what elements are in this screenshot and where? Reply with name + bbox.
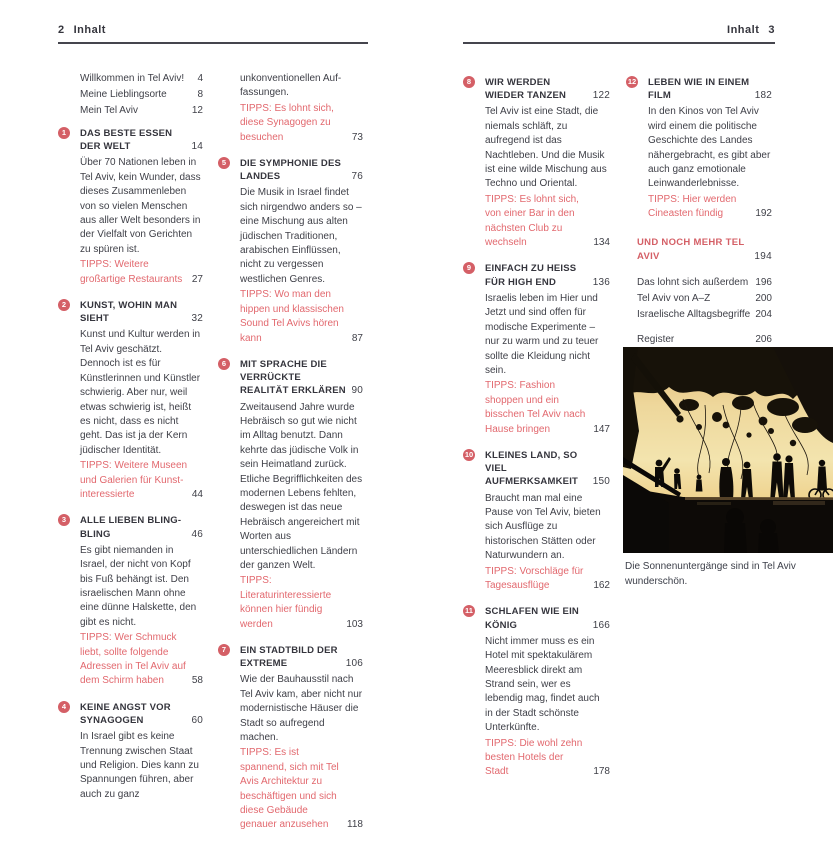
item-number-badge: 10 xyxy=(463,449,475,461)
left-header-rule xyxy=(58,42,368,44)
entry-page-number: 8 xyxy=(197,89,203,100)
list-item xyxy=(637,308,772,324)
item-title: WIR WERDEN WIEDER TANZEN xyxy=(485,77,567,102)
toc-item xyxy=(61,514,203,688)
list-item xyxy=(637,276,772,292)
item-tips-page-number: 178 xyxy=(593,766,610,778)
toc-item xyxy=(465,605,610,779)
item-number-badge: 1 xyxy=(58,127,70,139)
item-tips-page-number: 73 xyxy=(351,131,363,143)
item-tips xyxy=(485,737,610,780)
item-tips-text: TIPPS: Es lohnt sich, diese Synagogen zu besuchen xyxy=(240,102,334,143)
item-title: DIE SYMPHONIE DES LANDES xyxy=(240,158,342,183)
item-title: ALLE LIEBEN BLING-BLING xyxy=(80,515,182,540)
item-tips-page-number: 192 xyxy=(755,208,772,220)
left-page-number: 2 xyxy=(58,24,65,36)
entry-page-number: 12 xyxy=(191,105,203,116)
item-tips-text: TIPPS: Hier werden Cineasten fündig xyxy=(648,193,737,220)
entry-page-number: 4 xyxy=(197,73,203,84)
item-description: Israelis leben im Hier und Jetzt und sind offen für modische Experimente – nur zu warm und zu teuer sollte die Kleidung nicht sein. xyxy=(485,292,599,376)
item-tips-page-number: 162 xyxy=(593,579,610,591)
entry-label: Israelische Alltagsbegriffe xyxy=(637,309,751,321)
toc-item xyxy=(466,76,610,250)
item-tips-text: TIPPS: Literaturinteressierte können hier fündig werden xyxy=(240,575,332,630)
item-tips xyxy=(240,574,363,632)
item-number-badge: 12 xyxy=(626,76,638,88)
item-title-row xyxy=(80,299,203,325)
item-title-row xyxy=(80,514,203,540)
item-page-number: 14 xyxy=(191,141,203,153)
item-title: DAS BESTE ESSEN DER WELT xyxy=(80,128,173,153)
item-number-badge: 5 xyxy=(218,157,230,169)
photo-caption: Die Sonnenuntergänge sind in Tel Aviv wunderschön. xyxy=(625,561,796,587)
list-item xyxy=(80,72,203,88)
sunset-photo-graphic xyxy=(623,347,833,553)
item-description: Tel Aviv ist eine Stadt, die niemals schläft, zu aufregend ist das Nachtleben. Und die Musik ist eine wilde Mischung aus Techno und Oriental. xyxy=(485,106,607,190)
right-page-header xyxy=(463,24,775,36)
item-page-number: 60 xyxy=(191,715,203,727)
entry-label: Mein Tel Aviv xyxy=(80,105,138,116)
item-tips-page-number: 27 xyxy=(191,273,203,285)
toc-item xyxy=(221,157,363,346)
toc-column-1 xyxy=(61,72,203,814)
item-description: Zweitausend Jahre wurde Hebräisch so gut wie nicht im Alltag benutzt. Dann kehrte das jüdische Volk in sein Heimatland zurück. Etliche Begrifflichkeiten des modernen Lebens fehlten, deswegen ist das neue Hebräisch angereichert mit Worten aus unterschiedlichen Ländern der ganzen Welt. xyxy=(240,401,363,571)
item-number-badge: 6 xyxy=(218,358,230,370)
toc-item xyxy=(61,701,203,802)
item-page-number: 122 xyxy=(592,90,610,102)
item-page-number: 90 xyxy=(351,385,363,397)
item-title: LEBEN WIE IN EINEM FILM xyxy=(648,77,750,102)
item-tips xyxy=(485,565,610,594)
toc-item xyxy=(221,358,363,632)
item-description-continued: unkonventionellen Auffassungen. xyxy=(240,73,342,99)
item-title: KLEINES LAND, SO VIEL AUFMERKSAMKEIT xyxy=(485,449,579,488)
entry-page-number: 206 xyxy=(755,334,772,346)
item-number-badge: 2 xyxy=(58,299,70,311)
item-title-row xyxy=(80,701,203,727)
item-description: Kunst und Kultur werden in Tel Aviv geschätzt. Dennoch ist es für Künstlerinnen und Künstler schwierig. Aber nur, weil etwas schwierig ist, heißt es nicht, dass es nicht geht. Das ist ja der Kern jüdischer Identität. xyxy=(80,329,201,456)
toc-item xyxy=(61,299,203,502)
item-tips xyxy=(485,379,610,437)
entry-label: Register xyxy=(637,334,675,346)
item-title: KEINE ANGST VOR SYNAGOGEN xyxy=(80,701,171,727)
more-section-heading xyxy=(637,236,772,265)
more-section-page-number: 194 xyxy=(754,251,772,263)
item-title-row xyxy=(80,127,203,153)
entry-label: Tel Aviv von A–Z xyxy=(637,293,711,305)
item-tips-text: TIPPS: Fashion shoppen und ein bisschen Tel Aviv nach Hause bringen xyxy=(485,380,586,435)
list-item xyxy=(80,104,203,120)
item-number-badge: 3 xyxy=(58,514,70,526)
more-section-title: UND NOCH MEHR TEL AVIV xyxy=(637,236,745,263)
entry-label: Meine Lieblingsorte xyxy=(80,89,167,100)
item-description: Braucht man mal eine Pause von Tel Aviv, bieten sich Ausflüge zu historischen Stätten oder Naturwundern an. xyxy=(485,492,601,562)
item-tips xyxy=(240,746,363,832)
front-matter-list xyxy=(80,72,203,120)
entry-label: Willkommen in Tel Aviv! xyxy=(80,73,185,84)
item-description: Es gibt niemanden in Israel, der nicht von Kopf bis Fuß behängt ist. Den israelischen Mann ohne eine dünne Halskette, den gibt es nicht. xyxy=(80,544,197,628)
item-number-badge: 7 xyxy=(218,644,230,656)
list-item xyxy=(80,88,203,104)
item-tips-page-number: 134 xyxy=(593,237,610,249)
item-tips xyxy=(240,102,363,145)
item-description: In Israel gibt es keine Trennung zwischen Staat und Religion. Dies kann zu Spannungen führen, aber auch zu ganz xyxy=(80,731,199,800)
entry-page-number: 204 xyxy=(755,309,772,321)
item-tips-text: TIPPS: Die wohl zehn besten Hotels der Stadt xyxy=(485,737,583,778)
item-tips xyxy=(648,193,772,222)
toc-item xyxy=(61,127,203,287)
toc-item xyxy=(464,449,610,593)
item-page-number: 136 xyxy=(592,276,610,288)
item-tips xyxy=(485,193,610,251)
item-number-badge: 4 xyxy=(58,701,70,713)
toc-item xyxy=(221,644,363,833)
right-page-number: 3 xyxy=(768,24,775,36)
item-title-row xyxy=(648,76,772,102)
item-description: Über 70 Nationen leben in Tel Aviv, kein Wunder, dass dieses Zusammenleben von so vielen Menschen aus aller Welt besonders in der Vielfalt von Gerichten zu spüren ist. xyxy=(80,157,201,255)
item-title-row xyxy=(485,76,610,102)
right-header-rule xyxy=(463,42,775,44)
item-tips-text: TIPPS: Wo man den hippen und klassischen Sound Tel Avivs hören kann xyxy=(240,289,344,344)
item-tips xyxy=(80,258,203,287)
item-tips xyxy=(80,459,203,502)
item-description: In den Kinos von Tel Aviv wird einem die politische Geschichte des Landes nähergebracht, es gibt aber auch ganz emotionale Leinwanderlebnisse. xyxy=(648,106,771,190)
item-number-badge: 11 xyxy=(463,605,475,617)
item-title: EINFACH ZU HEISS FÜR HIGH END xyxy=(485,263,577,288)
list-item xyxy=(637,292,772,308)
toc-column-4 xyxy=(627,76,772,381)
item-page-number: 182 xyxy=(754,90,772,102)
item-page-number: 106 xyxy=(345,658,363,670)
item-tips-page-number: 118 xyxy=(347,819,363,831)
item-page-number: 150 xyxy=(592,476,610,488)
item-tips xyxy=(240,288,363,346)
item-title-row xyxy=(485,262,610,288)
entry-label: Das lohnt sich außerdem xyxy=(637,277,749,289)
item-tips-page-number: 147 xyxy=(593,423,610,435)
item-tips-text: TIPPS: Es lohnt sich, von einer Bar in den nächsten Club zu wechseln xyxy=(485,193,579,249)
toc-item xyxy=(627,76,772,222)
item-title-row xyxy=(485,605,610,631)
item-tips xyxy=(80,631,203,689)
item-title: EIN STADTBILD DER EXTREME xyxy=(240,645,338,670)
item-continuation xyxy=(240,72,363,145)
item-tips-page-number: 87 xyxy=(351,332,363,344)
toc-column-2 xyxy=(221,72,363,845)
item-title: SCHLAFEN WIE EIN KÖNIG xyxy=(485,606,579,631)
right-page-header-label: Inhalt xyxy=(727,24,760,36)
item-title-row xyxy=(240,358,363,398)
item-page-number: 32 xyxy=(191,313,203,325)
item-description: Die Musik in Israel findet sich nirgendwo anders so – eine Mischung aus alten jüdischen Traditionen, arabischen Einflüssen, nicht zu vergessen westlichen Genres. xyxy=(240,187,362,285)
toc-item xyxy=(466,262,610,436)
item-title-row xyxy=(240,157,363,183)
item-page-number: 46 xyxy=(191,528,203,540)
item-tips-text: TIPPS: Weitere großartige Restaurants xyxy=(80,259,183,285)
item-number-badge: 9 xyxy=(463,262,475,274)
item-title: MIT SPRACHE DIE VERRÜCKTE REALITÄT ERKLÄREN xyxy=(240,358,346,397)
toc-column-3 xyxy=(464,76,610,792)
item-description: Nicht immer muss es ein Hotel mit spektakulärem Meeresblick direkt am Strand sein, wer es lebendig mag, findet auch in der Stadt schönste Unterkünfte. xyxy=(485,635,600,734)
item-title-row xyxy=(485,449,610,489)
item-tips-page-number: 58 xyxy=(191,675,203,687)
sunset-photo xyxy=(623,347,833,553)
item-tips-page-number: 103 xyxy=(346,618,363,630)
item-tips-text: TIPPS: Weitere Museen und Galerien für Kunstinteressierte xyxy=(80,460,188,500)
item-tips-text: TIPPS: Es ist spannend, sich mit Tel Avis Architektur zu beschäftigen und sich diese Gebäude genauer anzusehen xyxy=(240,747,339,831)
left-page-header-label: Inhalt xyxy=(73,24,106,36)
item-page-number: 76 xyxy=(351,171,363,183)
item-number-badge: 8 xyxy=(463,76,475,88)
item-description: Wie der Bauhausstil nach Tel Aviv kam, aber nicht nur modernistische Häuser die Stadt so aufregend machen. xyxy=(240,674,363,744)
item-tips-text: TIPPS: Wer Schmuck liebt, sollte folgende Adressen in Tel Aviv auf dem Schirm haben xyxy=(80,632,186,687)
entry-page-number: 196 xyxy=(755,277,772,289)
left-page-header xyxy=(58,24,106,36)
entry-page-number: 200 xyxy=(755,293,772,305)
item-title: KUNST, WOHIN MAN SIEHT xyxy=(80,300,178,325)
item-tips-page-number: 44 xyxy=(191,488,203,500)
item-page-number: 166 xyxy=(592,619,610,631)
item-tips-text: TIPPS: Vorschläge für Tagesausflüge xyxy=(485,565,584,591)
